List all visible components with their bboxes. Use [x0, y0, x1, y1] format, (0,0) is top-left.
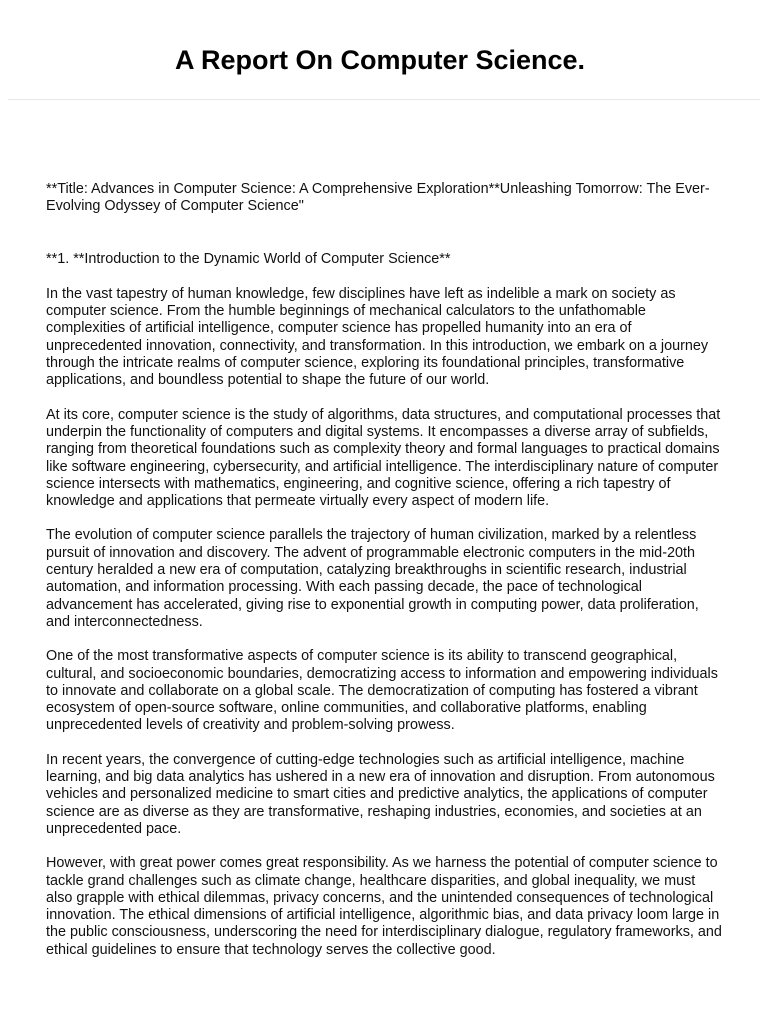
paragraph: In recent years, the convergence of cutting-edge technologies such as artificial intelligence, machine learning, and big data analytics has ushered in a new era of innovation and disruption. From autonomous vehicles and personalized medicine to smart cities and predictive analytics, the applications of computer science are as diverse as they are transformative, reshaping industries, economies, and societies at an unprecedented pace.: [46, 751, 715, 837]
header-divider: [8, 99, 760, 100]
document-body: [46, 181, 722, 976]
paragraph: In the vast tapestry of human knowledge, few disciplines have left as indelible a mark on society as computer science. From the humble beginnings of mechanical calculators to the unfathomable complexities of artificial intelligence, computer science has propelled humanity into an era of unprecedented innovation, connectivity, and transformation. In this introduction, we embark on a journey through the intricate realms of computer science, exploring its foundational principles, transformative applications, and boundless potential to shape the future of our world.: [46, 285, 709, 389]
page-header: [0, 0, 768, 100]
paragraph: At its core, computer science is the study of algorithms, data structures, and computational processes that underpin the functionality of computers and digital systems. It encompasses a diverse array of subfields, ranging from theoretical foundations such as complexity theory and formal languages to practical domains like software engineering, cybersecurity, and artificial intelligence. The interdisciplinary nature of computer science intersects with mathematics, engineering, and cognitive science, offering a rich tapestry of knowledge and applications that permeate virtually every aspect of modern life.: [46, 406, 721, 510]
paragraph: The evolution of computer science parallels the trajectory of human civilization, marked by a relentless pursuit of innovation and discovery. The advent of programmable electronic computers in the mid-20th century heralded a new era of computation, catalyzing breakthroughs in scientific research, industrial automation, and information processing. With each passing decade, the pace of technological advancement has accelerated, giving rise to exponential growth in computing power, data proliferation, and interconnectedness.: [46, 527, 699, 630]
page-title: A Report On Computer Science.: [174, 45, 586, 75]
paragraph: One of the most transformative aspects of computer science is its ability to transcend geographical, cultural, and socioeconomic boundaries, democratizing access to information and empowering individuals to innovate and collaborate on a global scale. The democratization of computing has fostered a vibrant ecosystem of open-source software, online communities, and collaborative platforms, enabling unprecedented levels of creativity and problem-solving prowess.: [46, 648, 718, 734]
section-heading: **1. **Introduction to the Dynamic World of Computer Science**: [46, 250, 451, 267]
document-heading-line: **Title: Advances in Computer Science: A Comprehensive Exploration**Unleashing Tomorrow: The Ever-Evolving Odyssey of Computer Science": [46, 181, 710, 215]
paragraph: However, with great power comes great responsibility. As we harness the potential of computer science to tackle grand challenges such as climate change, healthcare disparities, and global inequality, we must also grapple with ethical dilemmas, privacy concerns, and the unintended consequences of technological innovation. The ethical dimensions of artificial intelligence, algorithmic bias, and data privacy loom large in the public consciousness, underscoring the need for interdisciplinary dialogue, regulatory frameworks, and ethical guidelines to ensure that technology serves the collective good.: [46, 855, 722, 958]
